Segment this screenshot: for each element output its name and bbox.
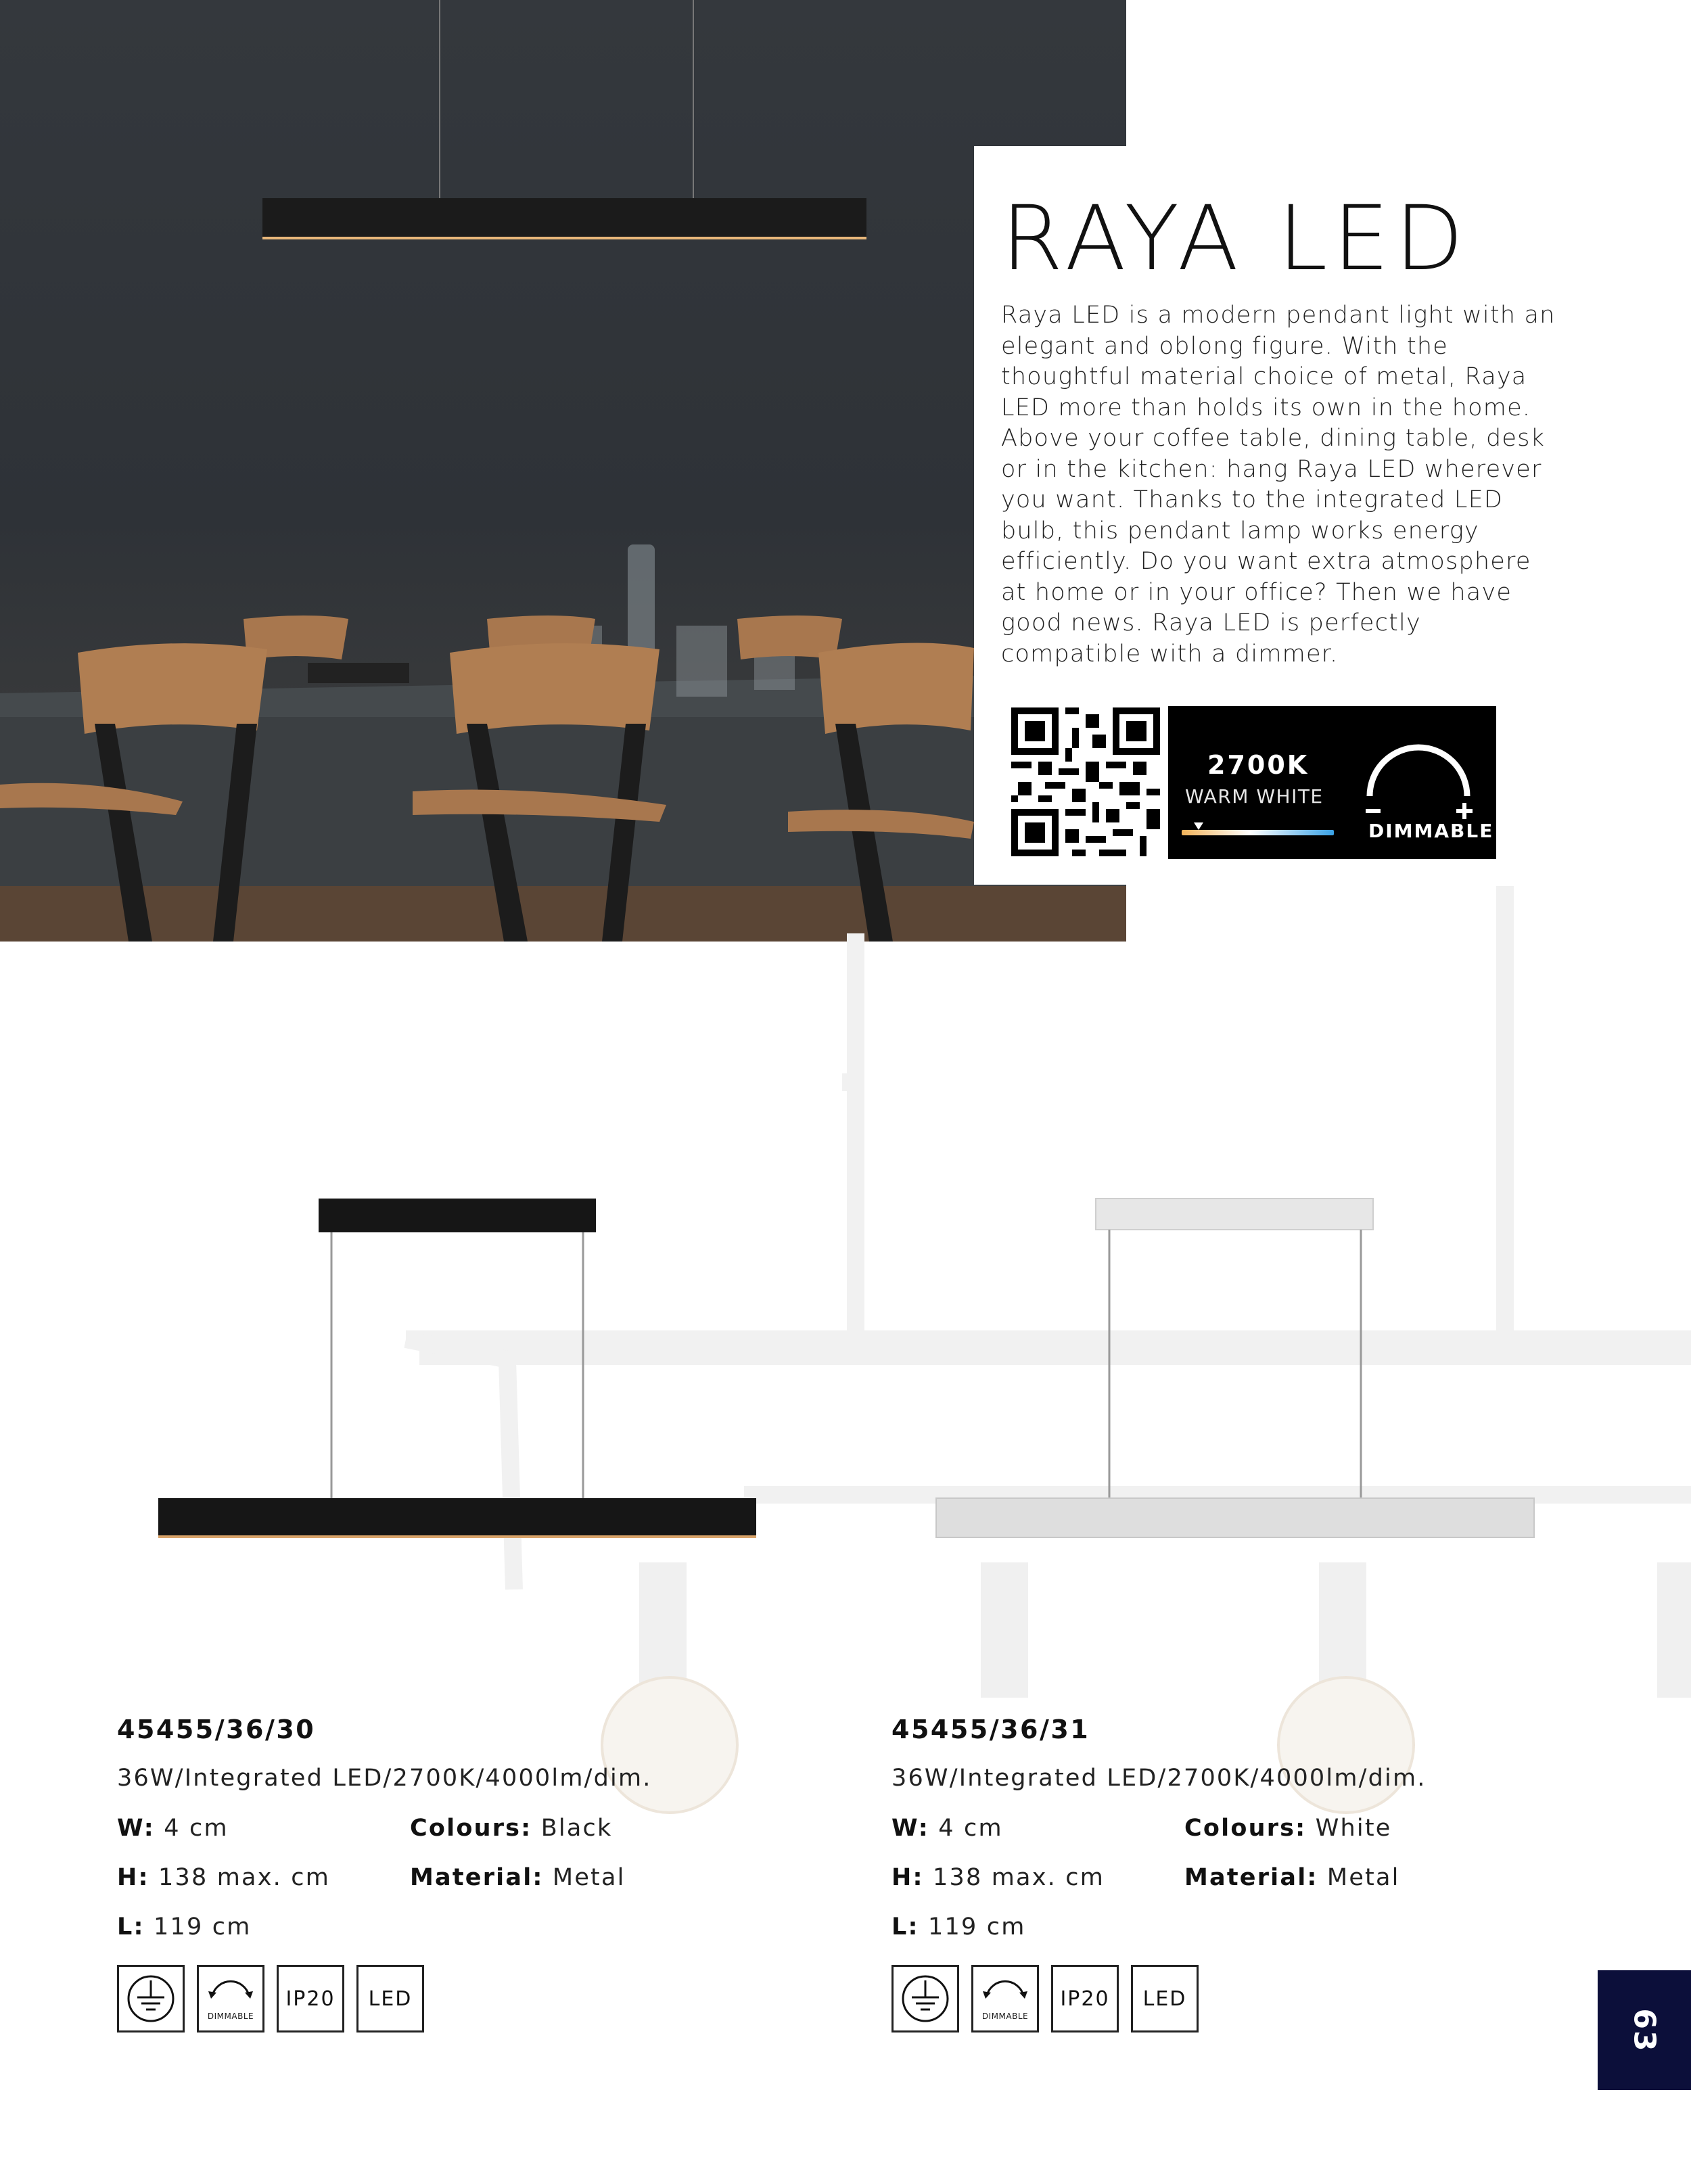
material-label: Material: — [410, 1864, 544, 1891]
length-value: 119 cm — [154, 1913, 252, 1941]
ip-rating-icon: IP20 — [1051, 1965, 1119, 2032]
length-row — [891, 1913, 1026, 1941]
led-icon: LED — [356, 1965, 424, 2032]
color-temperature: 2700K — [1207, 750, 1310, 780]
height-row — [117, 1864, 330, 1891]
product-image-black — [156, 1197, 764, 1542]
qr-code-icon[interactable] — [1011, 707, 1160, 856]
title-panel — [974, 146, 1691, 885]
product-code: 45455/36/31 — [891, 1715, 1090, 1744]
colours-value: White — [1315, 1815, 1392, 1842]
temperature-scale — [1182, 830, 1334, 835]
material-label: Material: — [1184, 1864, 1318, 1891]
width-value: 4 cm — [164, 1815, 229, 1842]
length-row — [117, 1913, 252, 1941]
hero-photo — [0, 0, 1126, 942]
height-label: H: — [117, 1864, 149, 1891]
product-title: RAYA LED — [1001, 187, 1469, 291]
dimmable-icon — [971, 1965, 1039, 2032]
earth-ground-icon — [117, 1965, 185, 2032]
material-value: Metal — [552, 1864, 626, 1891]
product-description: Raya LED is a modern pendant light with an elegant and oblong figure. With the thoughtful material choice of metal, Raya LED more than holds its own in the home. Above your coffee table, dining table, desk or in the kitchen: hang Raya LED wherever you want. Thanks to the integrated LED bulb, this pendant lamp works energy efficiently. Do you want extra atmosphere at home or in your office? Then we have good news. Raya LED is perfectly compatible with a dimmer. — [1001, 302, 1556, 668]
dimmable-label: DIMMABLE — [1368, 820, 1494, 842]
temperature-marker — [1194, 822, 1203, 830]
material-row — [410, 1864, 626, 1891]
dimmable-icon-label: DIMMABLE — [207, 2012, 254, 2021]
width-row — [117, 1815, 229, 1842]
earth-ground-icon — [891, 1965, 959, 2032]
led-icon: LED — [1131, 1965, 1199, 2032]
height-value: 138 max. cm — [158, 1864, 331, 1891]
color-tone: WARM WHITE — [1185, 785, 1324, 808]
height-label: H: — [891, 1864, 924, 1891]
ip-rating-icon: IP20 — [277, 1965, 344, 2032]
material-value: Metal — [1326, 1864, 1400, 1891]
material-row — [1184, 1864, 1400, 1891]
length-label: L: — [117, 1913, 145, 1941]
dimmer-arc-icon — [1351, 718, 1486, 820]
length-label: L: — [891, 1913, 919, 1941]
page-number-tab — [1598, 1970, 1691, 2090]
width-row — [891, 1815, 1003, 1842]
width-label: W: — [117, 1815, 155, 1842]
height-row — [891, 1864, 1105, 1891]
colours-row — [410, 1815, 612, 1842]
product-code: 45455/36/30 — [117, 1715, 316, 1744]
product-spec: 36W/Integrated LED/2700K/4000lm/dim. — [891, 1765, 1427, 1792]
colours-value: Black — [540, 1815, 613, 1842]
colours-label: Colours: — [410, 1815, 532, 1842]
width-value: 4 cm — [938, 1815, 1003, 1842]
page-number: 63 — [1627, 2007, 1662, 2053]
light-info-badge — [1168, 706, 1496, 859]
dimmable-icon-label: DIMMABLE — [981, 2012, 1029, 2021]
colours-label: Colours: — [1184, 1815, 1307, 1842]
width-label: W: — [891, 1815, 929, 1842]
length-value: 119 cm — [928, 1913, 1026, 1941]
height-value: 138 max. cm — [933, 1864, 1105, 1891]
product-spec: 36W/Integrated LED/2700K/4000lm/dim. — [117, 1765, 652, 1792]
dining-room-scene — [0, 0, 1126, 942]
product-image-white — [933, 1197, 1542, 1542]
dimmable-icon — [197, 1965, 264, 2032]
colours-row — [1184, 1815, 1392, 1842]
